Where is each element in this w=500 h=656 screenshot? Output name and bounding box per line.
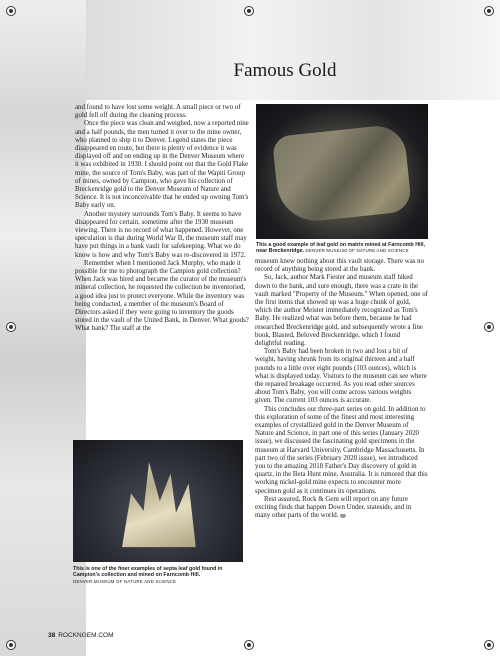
paragraph: museum knew nothing about this vault storage. There was no record of anything being stored at the bank. <box>255 258 425 274</box>
registration-mark-icon <box>6 322 16 332</box>
page-number: 38 <box>48 632 56 639</box>
registration-mark-icon <box>484 640 494 650</box>
page-footer <box>48 632 113 639</box>
paragraph: This concludes our three-part series on gold. In addition to this exploration of some of the finest and most interesting examples of crystallized gold in the Denver Museum of Nature and Science, in part one of this series (January 2020 issue), we discussed the fascinating gold specimens in the museum at Harvard University, Cambridge Massachusetts. In part two of the series (February 2020 issue), we introduced you to the amazing 2018 Father's Day discovery of gold in quartz, in the Beta Hunt mine, Australia. It is rumored that this working nickel-gold mine expects to encounter more specimen gold as it continues its operations. <box>255 405 428 495</box>
gold-matrix-specimen <box>272 123 412 224</box>
article-column-left <box>75 104 249 334</box>
paragraph-text: Rest assured, Rock & Gem will report on any future exciting finds that happen Down Under, stateside, and in many other parts of the world. <box>255 495 412 520</box>
registration-mark-icon <box>484 6 494 16</box>
registration-mark-icon <box>484 322 494 332</box>
paragraph: Tom's Baby had been broken in two and lost a bit of weight, having shrunk from its original thirteen and a half pounds to a little over eight pounds (103 ounces), which is what is displayed today. Visitors to the museum can see where the repaired breakage occurred. As you read other sources about Tom's Baby, you will come across various weights given. The current 103 ounces is accurate. <box>255 348 427 405</box>
paragraph-last <box>255 496 428 521</box>
paragraph: Remember when I mentioned Jack Murphy, who made it possible for me to photograph the Campion gold collection? When Jack was hired and became the curator of the museum's mineral collection, he requested the collection be inventoried, a good idea just to protect everyone. While the inventory was being conducted, a member of the museum's Board of Directors asked if they were going to inventory the goods stored in the vault of the United Bank, in Denver. What goods? What bank? The staff at the <box>75 259 249 333</box>
stone-texture-header <box>86 0 500 100</box>
end-mark-icon <box>340 514 346 518</box>
paragraph: Another mystery surrounds Tom's Baby. It seems to have disappeared for certain, sometime after the 1930 museum viewing. There is no record of what happened. However, one speculation is that during World War II, the museum staff may have put things in a bank vault for safekeeping. What we do know is how and why Tom's Baby was re-discovered in 1972. <box>75 210 247 259</box>
photo-credit: DENVER MUSEUM OF NATURE AND SCIENCE <box>305 248 409 254</box>
page-title: Famous Gold <box>233 60 337 81</box>
registration-mark-icon <box>6 640 16 650</box>
registration-mark-icon <box>244 640 254 650</box>
registration-mark-icon <box>6 6 16 16</box>
photo-credit: DENVER MUSEUM OF NATURE AND SCIENCE <box>73 578 177 584</box>
septa-leaf-gold-photo <box>73 440 243 562</box>
photo-caption <box>73 566 245 585</box>
registration-mark-icon <box>244 6 254 16</box>
leaf-gold-matrix-photo <box>256 104 428 239</box>
paragraph: So, Jack, author Mark Fiester and museum staff hiked down to the bank, and sure enough, there was a crate in the vault marked "Property of the Museum." When opened, one of the first items that showed up was a huge chunk of gold, which the author Meister immediately recognized as Tom's Baby. He realized what was before them, because he had researched Breckenridge gold, and subsequently wrote a fine book, Blasted, Beloved Breckenridge, which I found delightful reading. <box>255 274 428 348</box>
site-url: ROCKNGEM.COM <box>58 632 114 639</box>
article-column-right <box>255 258 428 521</box>
leaf-gold-specimen <box>113 454 203 552</box>
paragraph: Once the piece was clean and weighed, now a reported nine and a half pounds, the men turned it over to the mine owner, who planned to ship it to Denver. Legend states the piece disappeared en route, but there is plenty of evidence it was displayed off and on ending up in the Denver Museum where it was exhibited in 1930. I should point out that the Gold Flake mine, the source of Tom's Baby, was part of the Wapiti Group of mines, owned by Campion, who gave his collection of Breckenridge gold to the Denver Museum of Nature and Science. It is not inconceivable that he ended up owning Tom's Baby early on. <box>75 120 249 210</box>
caption-text: This a good example of leaf gold on matrix mined at Farncomb Hill, near Breckenridge. <box>256 242 425 255</box>
paragraph: and found to have lost some weight. A small piece or two of gold fell off during the cleaning process. <box>75 104 241 120</box>
photo-caption <box>256 242 430 255</box>
caption-text: This is one of the finer examples of septa leaf gold found in Campion's collection and mined on Farncomb Hill. <box>73 566 223 579</box>
